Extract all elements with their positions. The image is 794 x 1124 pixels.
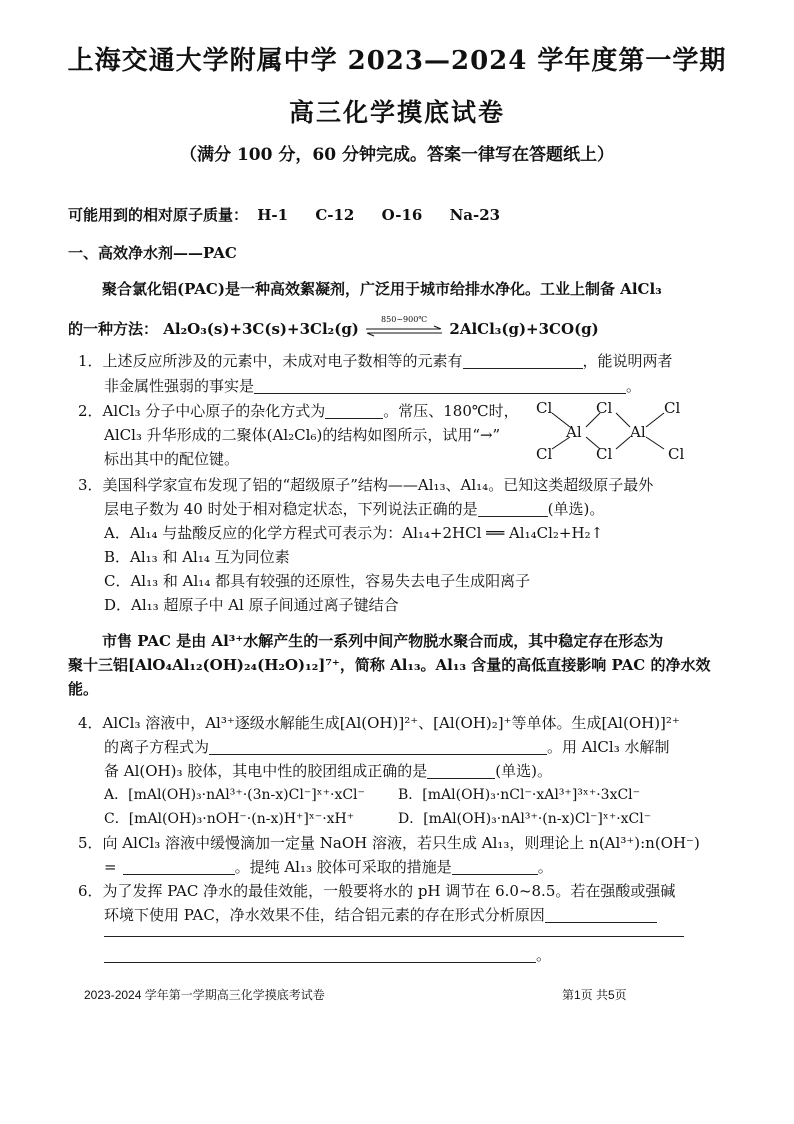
q6-b-text: 环境下使用 PAC，净水效果不佳，结合铝元素的存在形式分析原因	[104, 906, 545, 924]
atomic-mass-h: H-1	[257, 206, 289, 224]
question-3-line-a: 3．美国科学家宣布发现了铝的“超级原子”结构——Al₁₃、Al₁₄。已知这类超级原子最外	[78, 476, 654, 494]
question-3-line-b	[104, 498, 604, 519]
footer-page-number: 第1页 共5页	[562, 988, 627, 1002]
equation-condition: 850~900℃	[381, 315, 428, 324]
question-2-line-c: 标出其中的配位键。	[104, 450, 240, 468]
q1-text: 1．上述反应所涉及的元素中，未成对电子数相等的元素有	[78, 352, 463, 370]
atomic-mass-o: O-16	[381, 206, 423, 224]
q4-answer-blank-2[interactable]	[427, 762, 495, 779]
q1-answer-blank-2[interactable]	[254, 377, 626, 394]
q4-b-text: 的离子方程式为	[104, 738, 210, 756]
q2-text-end: 。常压、180℃时，	[383, 402, 519, 420]
pac-paragraph-b: 聚十三铝[AlO₄Al₁₂(OH)₂₄(H₂O)₁₂]⁷⁺，简称 Al₁₃。Al₁₃ 含量的高低直接影响 PAC 的净水效	[68, 656, 711, 674]
al2cl6-structure-diagram	[530, 397, 695, 467]
question-5-line-b	[104, 856, 553, 877]
q6-d-end: 。	[536, 946, 552, 964]
atom-cl-6: Cl	[668, 445, 685, 463]
q3-b-text: 层电子数为 40 时处于相对稳定状态，下列说法正确的是	[104, 500, 478, 518]
atom-al-1: Al	[566, 423, 582, 441]
question-6-line-a: 6．为了发挥 PAC 净水的最佳效能，一般要将水的 pH 调节在 6.0~8.5。若在强酸或强碱	[78, 882, 676, 900]
q4-c-end: (单选)。	[495, 762, 552, 780]
equation-left: Al₂O₃(s)+3C(s)+3Cl₂(g)	[163, 320, 359, 338]
question-4-line-b	[104, 736, 669, 757]
q6-answer-blank-1[interactable]	[545, 906, 657, 923]
q3-option-a: A．Al₁₄ 与盐酸反应的化学方程式可表示为：Al₁₄+2HCl ══ Al₁₄Cl₂+H₂↑	[104, 524, 604, 542]
atom-cl-1: Cl	[536, 399, 553, 417]
q5-b-end: 。	[537, 858, 553, 876]
q6-answer-line-2[interactable]	[104, 935, 684, 937]
question-4-line-c	[104, 760, 552, 781]
atomic-masses-label: 可能用到的相对原子质量：	[68, 206, 249, 224]
q3-option-b: B．Al₁₃ 和 Al₁₄ 互为同位素	[104, 548, 290, 566]
q1-b-end: 。	[626, 377, 642, 395]
equation-right: 2AlCl₃(g)+3CO(g)	[449, 320, 599, 338]
equation-arrow	[364, 315, 444, 337]
section1-title: 一、高效净水剂——PAC	[68, 244, 237, 262]
question-5-line-a: 5．向 AlCl₃ 溶液中缓慢滴加一定量 NaOH 溶液，若只生成 Al₁₃，则理论上 n(Al³⁺):n(OH⁻)	[78, 834, 700, 852]
pac-paragraph-c: 能。	[68, 680, 99, 698]
q3-option-c: C．Al₁₃ 和 Al₁₄ 都具有较强的还原性，容易失去电子生成阳离子	[104, 572, 531, 590]
atom-cl-5: Cl	[664, 399, 681, 417]
question-4-line-a: 4．AlCl₃ 溶液中，Al³⁺逐级水解能生成[Al(OH)]²⁺、[Al(OH)₂]⁺等单体。生成[Al(OH)]²⁺	[78, 714, 680, 732]
atomic-mass-c: C-12	[315, 206, 355, 224]
q6-answer-blank-3[interactable]	[104, 946, 536, 963]
q3-answer-blank[interactable]	[478, 500, 548, 517]
atom-al-2: Al	[630, 423, 646, 441]
section1-intro-a: 聚合氯化铝(PAC)是一种高效絮凝剂，广泛用于城市给排水净化。工业上制备 AlCl₃	[102, 280, 662, 298]
q5-b-mid: 。提纯 Al₁₃ 胶体可采取的措施是	[234, 858, 452, 876]
q1-b-text: 非金属性强弱的事实是	[104, 377, 255, 395]
q2-text: 2．AlCl₃ 分子中心原子的杂化方式为	[78, 402, 326, 420]
question-2-line-a	[78, 400, 519, 421]
q4-b-end: 。用 AlCl₃ 水解制	[547, 738, 670, 756]
question-1-line-b	[104, 375, 641, 396]
question-1-line-a	[78, 350, 673, 371]
q4-answer-blank-1[interactable]	[209, 738, 547, 755]
atom-cl-4: Cl	[596, 445, 613, 463]
atomic-masses	[68, 204, 500, 225]
intro-b-prefix: 的一种方法：	[68, 320, 159, 338]
q2-answer-blank[interactable]	[325, 402, 383, 419]
atomic-mass-na: Na-23	[449, 206, 501, 224]
equilibrium-arrow-icon	[364, 325, 444, 339]
q5-equals: =	[104, 858, 117, 876]
atom-cl-2: Cl	[536, 445, 553, 463]
q1-text-end: ，能说明两者	[582, 352, 673, 370]
q5-answer-blank-2[interactable]	[452, 858, 538, 875]
q4-c-text: 备 Al(OH)₃ 胶体，其电中性的胶团组成正确的是	[104, 762, 428, 780]
q1-answer-blank-1[interactable]	[463, 352, 583, 369]
exam-title: 高三化学摸底试卷	[288, 98, 505, 127]
question-6-line-b	[104, 904, 657, 925]
q3-b-end: (单选)。	[547, 500, 605, 518]
q4-option-b: B．[mAl(OH)₃·nCl⁻·xAl³⁺]³ˣ⁺·3xCl⁻	[398, 787, 641, 803]
school-title: 上海交通大学附属中学 2023—2024 学年度第一学期	[67, 46, 727, 76]
reaction-equation	[68, 315, 599, 339]
footer-left: 2023-2024 学年第一学期高三化学摸底考试卷	[84, 988, 325, 1002]
question-6-line-d	[104, 944, 551, 965]
atom-cl-3: Cl	[596, 399, 613, 417]
q4-option-a: A．[mAl(OH)₃·nAl³⁺·(3n-x)Cl⁻]ˣ⁺·xCl⁻	[104, 787, 365, 803]
pac-paragraph-a: 市售 PAC 是由 Al³⁺水解产生的一系列中间产物脱水聚合而成，其中稳定存在形态为	[102, 632, 664, 650]
q5-answer-blank-1[interactable]	[123, 858, 235, 875]
exam-instructions: （满分 100 分，60 分钟完成。答案一律写在答题纸上）	[180, 145, 614, 165]
question-2-line-b: AlCl₃ 升华形成的二聚体(Al₂Cl₆)的结构如图所示，试用“→”	[104, 426, 501, 444]
q3-option-d: D．Al₁₃ 超原子中 Al 原子间通过离子键结合	[104, 596, 399, 614]
q4-option-c: C．[mAl(OH)₃·nOH⁻·(n-x)H⁺]ˣ⁻·xH⁺	[104, 811, 355, 827]
q4-option-d: D．[mAl(OH)₃·nAl³⁺·(n-x)Cl⁻]ˣ⁺·xCl⁻	[398, 811, 652, 827]
